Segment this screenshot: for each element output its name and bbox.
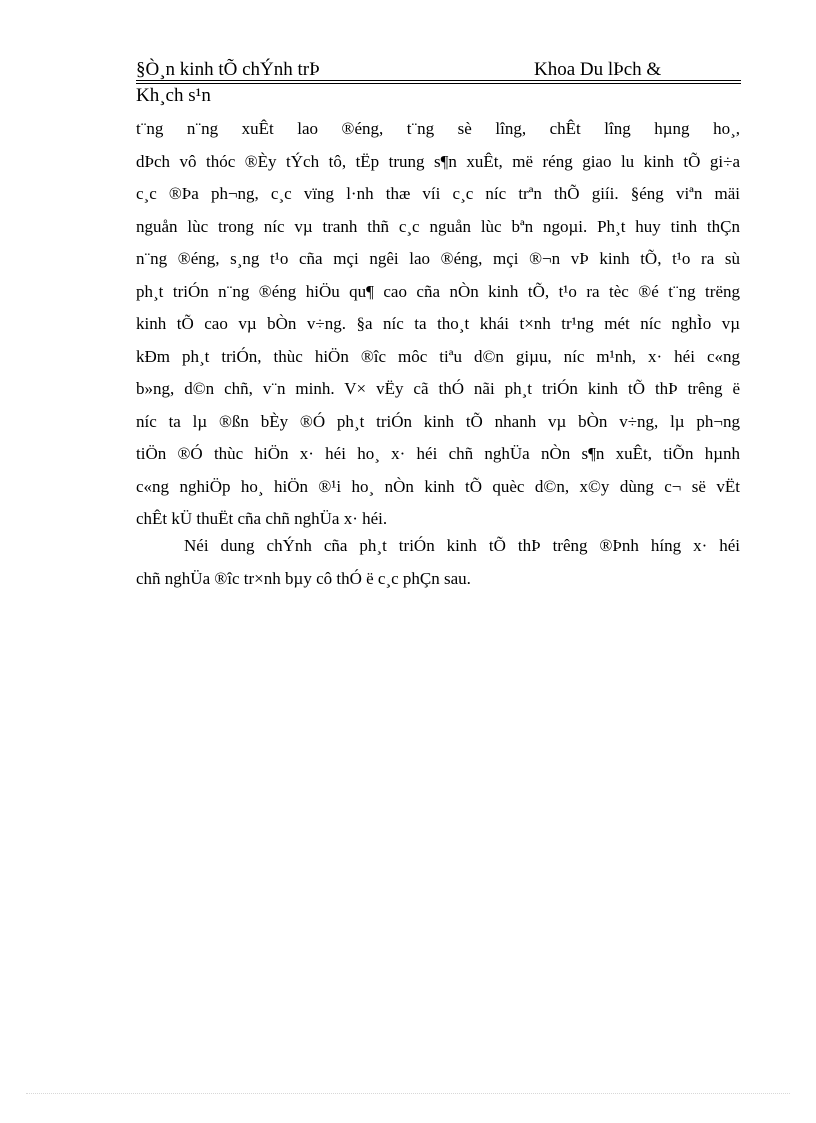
text-line: nguån lùc trong níc vµ tranh thñ c¸c nguån lùc bªn ngoµi. Ph¸t huy tinh thÇn (136, 216, 740, 236)
header-faculty: Khoa Du lÞch & (534, 59, 662, 80)
text-line: chÊt kÜ thuËt cña chñ nghÜa x· héi. (136, 509, 388, 528)
header-course-title: §Ò¸n kinh tÕ chÝnh trÞ (136, 59, 320, 80)
text-line: kinh tÕ cao vµ bÒn v÷ng. §a níc ta tho¸t khái t×nh tr¹ng mét níc nghÌo vµ (136, 314, 740, 333)
paragraph-2 (136, 530, 740, 595)
footer-dotted-border (26, 1093, 790, 1094)
text-line: ph¸t triÓn n¨ng ®éng hiÖu qu¶ cao cña nÒn kinh tÕ, t¹o ra tèc ®é t¨ng trëng (136, 281, 740, 301)
paragraph-1 (136, 113, 740, 536)
text-line: c«ng nghiÖp ho¸ hiÖn ®¹i ho¸ nÒn kinh tÕ quèc d©n, x©y dùng c¬ së vËt (136, 476, 740, 496)
text-line: b»ng, d©n chñ, v¨n minh. V× vËy cã thÓ nãi ph¸t triÓn kinh tÕ thÞ trêng ë (136, 379, 740, 398)
text-line: Néi dung chÝnh cña ph¸t triÓn kinh tÕ thÞ trêng ®Þnh híng x· héi (184, 536, 740, 555)
page-header (136, 58, 741, 82)
text-line: chñ nghÜa ®îc tr×nh bµy cô thÓ ë c¸c phÇn sau. (136, 568, 471, 588)
text-line: n¨ng ®éng, s¸ng t¹o cña mçi ngêi lao ®éng, mçi ®¬n vÞ kinh tÕ, t¹o ra sù (136, 249, 740, 268)
text-line: tiÖn ®Ó thùc hiÖn x· héi ho¸ x· héi chñ nghÜa nÒn s¶n xuÊt, tiÕn hµnh (136, 444, 740, 463)
text-line: níc ta lµ ®ßn bÈy ®Ó ph¸t triÓn kinh tÕ nhanh vµ bÒn v÷ng, lµ ph¬ng (136, 411, 740, 431)
text-line: c¸c ®Þa ph¬ng, c¸c vïng l·nh thæ víi c¸c níc trªn thÕ giíi. §éng viªn mäi (136, 184, 740, 203)
text-line: t¨ng n¨ng xuÊt lao ®éng, t¨ng sè lîng, chÊt lîng hµng ho¸, (136, 119, 740, 138)
text-line: dÞch vô thóc ®Èy tÝch tô, tËp trung s¶n xuÊt, më réng giao lu kinh tÕ gi÷a (136, 151, 740, 171)
header-faculty-continuation: Kh¸ch s¹n (136, 85, 211, 106)
text-line: kÐm ph¸t triÓn, thùc hiÖn ®îc môc tiªu d©n giµu, níc m¹nh, x· héi c«ng (136, 346, 740, 366)
header-rule-top (136, 80, 741, 81)
header-rule-bottom (136, 83, 741, 84)
